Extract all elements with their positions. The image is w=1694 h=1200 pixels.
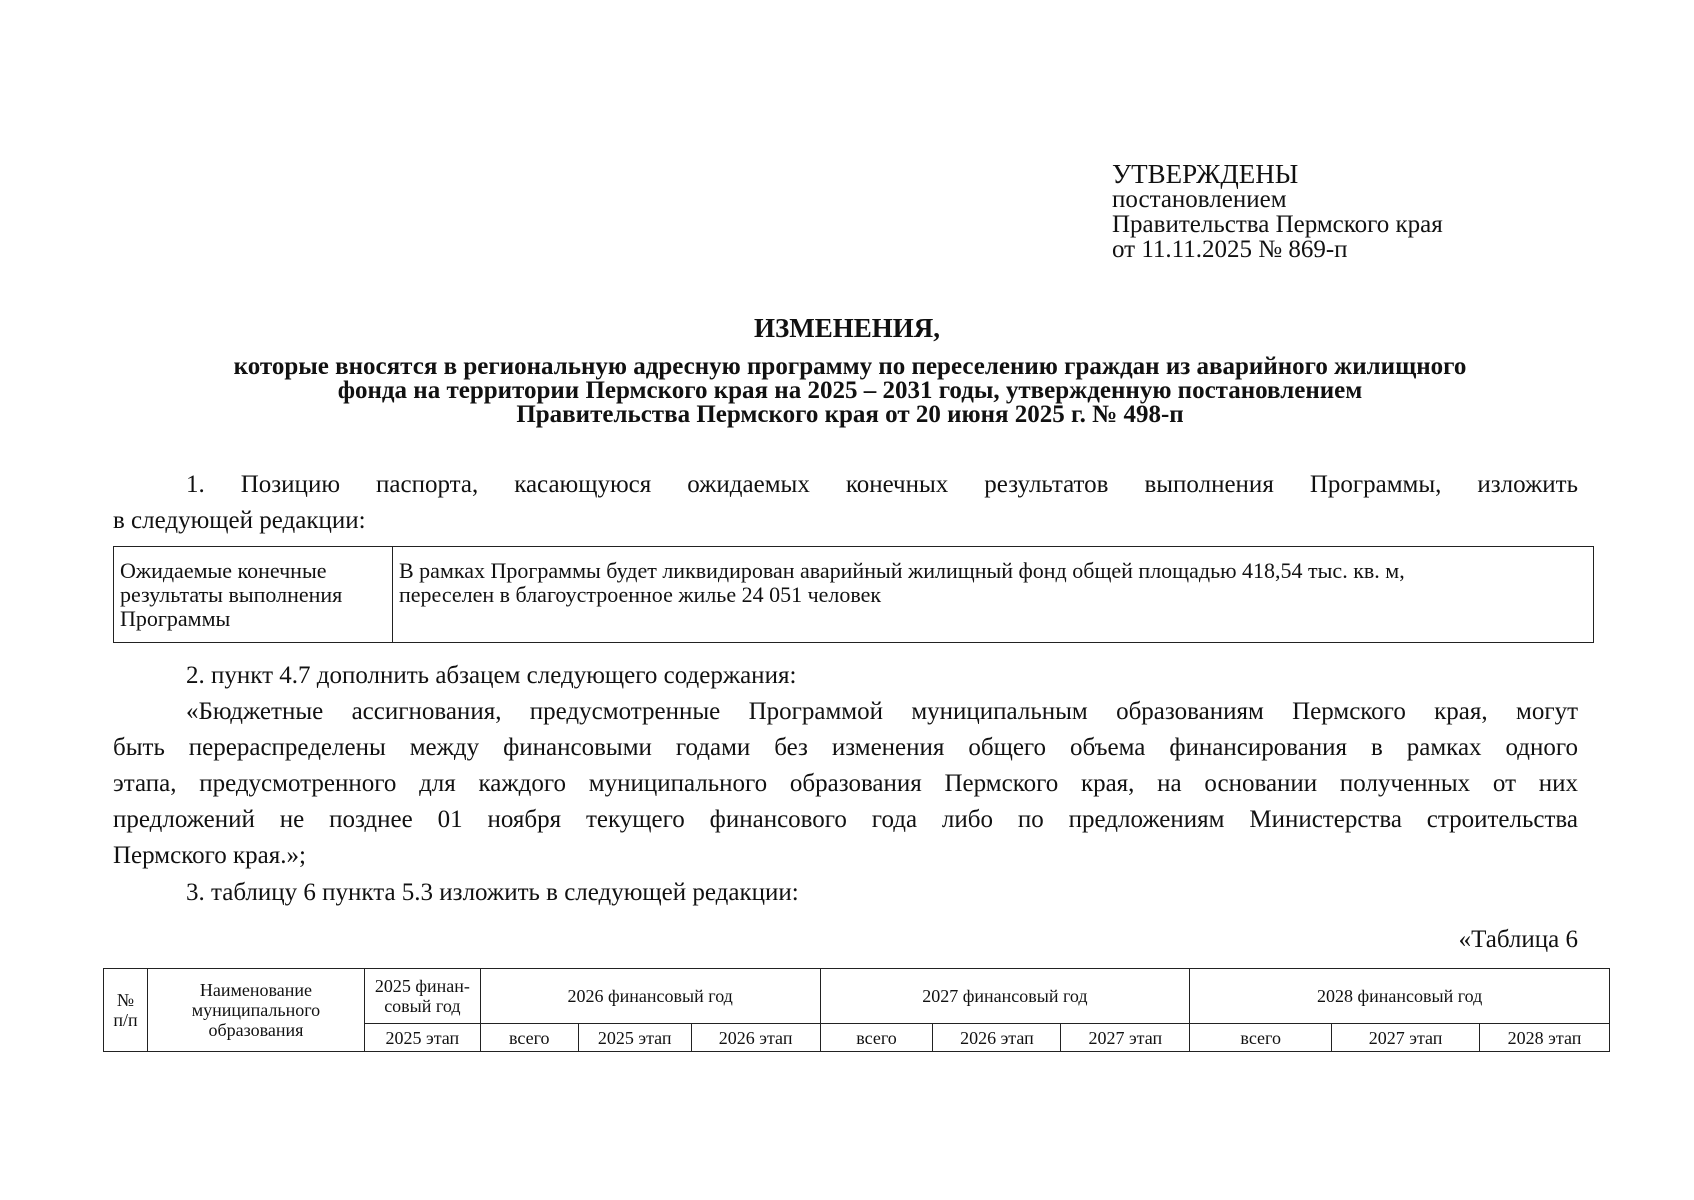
approval-line-4: от 11.11.2025 № 869-п [1112, 236, 1348, 263]
document-title: ИЗМЕНЕНИЯ, [753, 313, 940, 343]
subtitle-line-3: Правительства Пермского края от 20 июня 2025 г. № 498-п [516, 401, 1184, 428]
passport-value-line-2: переселен в благоустроенное жилье 24 051 человек [399, 582, 882, 607]
quote-line-4: предложений не позднее 01 ноября текущего финансового года либо по предложениям Министерства строительства [113, 806, 1578, 833]
header-2026: 2026 финансовый год [480, 969, 820, 1024]
header-num [104, 969, 148, 1052]
table-row [104, 969, 1610, 1024]
passport-value-cell [393, 547, 1594, 643]
quote-line-3: этапа, предусмотренного для каждого муниципального образования Пермского края, на основании полученных от них [113, 770, 1578, 797]
passport-table [113, 546, 1594, 643]
subtitle-line-2: фонда на территории Пермского края на 2025 – 2031 годы, утвержденную постановлением [337, 377, 1363, 404]
document-subtitle [130, 355, 1570, 427]
financing-table-header [103, 968, 1610, 1052]
quote-line-2: быть перераспределены между финансовыми годами без изменения общего объема финансирования в рамках одного [113, 734, 1578, 761]
quote-line-5: Пермского края.»; [113, 842, 306, 869]
passport-label-line-1: Ожидаемые конечные [120, 558, 327, 583]
sub-2026-stage-2025: 2025 этап [578, 1024, 691, 1052]
header-2025-line-2: совый год [384, 996, 461, 1016]
header-num-line-2: п/п [113, 1010, 138, 1030]
header-municipality [147, 969, 364, 1052]
sub-2025-stage: 2025 этап [364, 1024, 480, 1052]
approval-stamp [1112, 159, 1443, 263]
header-2027: 2027 финансовый год [820, 969, 1190, 1024]
quote-line-1: «Бюджетные ассигнования, предусмотренные Программой муниципальным образованиям Пермского края, могут [186, 698, 1578, 725]
header-2025-line-1: 2025 финан- [374, 976, 470, 996]
passport-label-cell [114, 547, 393, 643]
sub-2027-stage-2026: 2026 этап [933, 1024, 1061, 1052]
table-row [114, 547, 1594, 643]
item-3: 3. таблицу 6 пункта 5.3 изложить в следующей редакции: [186, 879, 799, 906]
approval-line-1: УТВЕРЖДЕНЫ [1112, 159, 1299, 189]
sub-2026-stage-2026: 2026 этап [691, 1024, 820, 1052]
item-2-intro: 2. пункт 4.7 дополнить абзацем следующего содержания: [186, 662, 797, 689]
header-name-line-3: образования [208, 1020, 304, 1040]
header-num-line-1: № [116, 990, 135, 1010]
header-2028: 2028 финансовый год [1190, 969, 1610, 1024]
sub-2026-total: всего [480, 1024, 578, 1052]
header-name-line-2: муниципального [191, 1000, 321, 1020]
passport-label-line-3: Программы [120, 606, 231, 631]
passport-label-line-2: результаты выполнения [120, 582, 343, 607]
approval-line-2: постановлением [1112, 186, 1287, 213]
table-caption: «Таблица 6 [1458, 926, 1578, 953]
sub-2027-total: всего [820, 1024, 933, 1052]
passport-value-line-1: В рамках Программы будет ликвидирован аварийный жилищный фонд общей площадью 418,54 тыс. кв. м, [399, 558, 1405, 583]
item-1-line-2: в следующей редакции: [113, 507, 366, 534]
header-2025 [364, 969, 480, 1024]
sub-2028-stage-2027: 2027 этап [1332, 1024, 1480, 1052]
header-name-line-1: Наименование [199, 980, 312, 1000]
sub-2028-total: всего [1190, 1024, 1332, 1052]
sub-2028-stage-2028: 2028 этап [1480, 1024, 1610, 1052]
sub-2027-stage-2027: 2027 этап [1061, 1024, 1190, 1052]
item-1-line-1: 1. Позицию паспорта, касающуюся ожидаемых конечных результатов выполнения Программы, изложить [186, 471, 1578, 498]
subtitle-line-1: которые вносятся в региональную адресную программу по переселению граждан из аварийного жилищного [233, 353, 1467, 380]
approval-line-3: Правительства Пермского края [1112, 211, 1443, 238]
